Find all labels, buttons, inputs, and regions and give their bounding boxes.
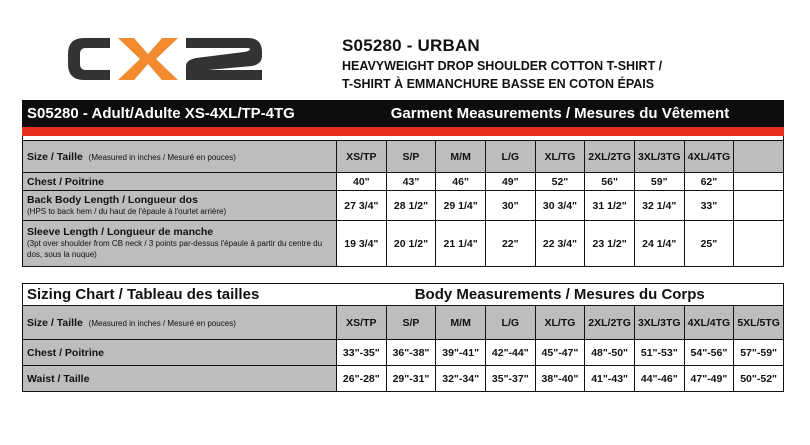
row-label: Chest / Poitrine — [23, 173, 337, 191]
value-cell: 22" — [485, 221, 535, 267]
value-cell: 45"-47" — [535, 340, 585, 366]
value-cell — [734, 191, 784, 221]
value-cell: 25" — [684, 221, 734, 267]
size-header: XS/TP — [337, 306, 387, 340]
table-row — [23, 221, 784, 267]
product-header — [342, 36, 782, 92]
size-header: XS/TP — [337, 141, 387, 173]
body-left-title: Sizing Chart / Tableau des tailles — [23, 284, 337, 306]
size-header: 2XL/2TG — [585, 306, 635, 340]
value-cell: 35"-37" — [485, 366, 535, 392]
table-row — [23, 366, 784, 392]
value-cell: 42"-44" — [485, 340, 535, 366]
value-cell: 28 1/2" — [386, 191, 436, 221]
size-header: 5XL/5TG — [734, 306, 784, 340]
value-cell: 21 1/4" — [436, 221, 486, 267]
garment-size-row — [23, 141, 784, 173]
garment-title-row — [23, 101, 784, 127]
value-cell: 48"-50" — [585, 340, 635, 366]
row-label: Chest / Poitrine — [23, 340, 337, 366]
value-cell: 59" — [634, 173, 684, 191]
value-cell: 22 3/4" — [535, 221, 585, 267]
value-cell: 26"-28" — [337, 366, 387, 392]
value-cell: 30 3/4" — [535, 191, 585, 221]
table-row — [23, 340, 784, 366]
value-cell: 50"-52" — [734, 366, 784, 392]
value-cell: 32 1/4" — [634, 191, 684, 221]
body-size-row — [23, 306, 784, 340]
value-cell: 51"-53" — [634, 340, 684, 366]
size-label-cell: Size / Taille (Measured in inches / Mesuré en pouces) — [23, 141, 337, 173]
row-label: Sleeve Length / Longueur de manche (3pt over shoulder from CB neck / 3 points par-dessus l'épaule à partir du centre du dos, sous la nuque) — [23, 221, 337, 267]
value-cell: 29"-31" — [386, 366, 436, 392]
body-title-row — [23, 284, 784, 306]
value-cell: 44"-46" — [634, 366, 684, 392]
size-header: 3XL/3TG — [634, 141, 684, 173]
size-header: L/G — [485, 306, 535, 340]
value-cell: 27 3/4" — [337, 191, 387, 221]
size-header: L/G — [485, 141, 535, 173]
value-cell: 31 1/2" — [585, 191, 635, 221]
value-cell: 56" — [585, 173, 635, 191]
product-code: S05280 - URBAN — [342, 36, 480, 55]
garment-measurements-table — [22, 100, 784, 267]
value-cell: 40" — [337, 173, 387, 191]
size-header: M/M — [436, 141, 486, 173]
value-cell: 41"-43" — [585, 366, 635, 392]
row-label: Waist / Taille — [23, 366, 337, 392]
body-measurements-table — [22, 283, 784, 392]
size-header: M/M — [436, 306, 486, 340]
size-header — [734, 141, 784, 173]
size-header: S/P — [386, 306, 436, 340]
value-cell: 20 1/2" — [386, 221, 436, 267]
value-cell: 30" — [485, 191, 535, 221]
value-cell: 57"-59" — [734, 340, 784, 366]
garment-right-title: Garment Measurements / Mesures du Vêtement — [337, 101, 784, 127]
value-cell: 49" — [485, 173, 535, 191]
body-right-title: Body Measurements / Mesures du Corps — [337, 284, 784, 306]
value-cell: 39"-41" — [436, 340, 486, 366]
size-header: XL/TG — [535, 141, 585, 173]
value-cell: 33" — [684, 191, 734, 221]
accent-bar — [23, 127, 784, 136]
value-cell: 46" — [436, 173, 486, 191]
size-header: XL/TG — [535, 306, 585, 340]
garment-left-title: S05280 - Adult/Adulte XS-4XL/TP-4TG — [23, 101, 337, 127]
value-cell: 19 3/4" — [337, 221, 387, 267]
value-cell: 38"-40" — [535, 366, 585, 392]
size-label-cell: Size / Taille (Measured in inches / Mesuré en pouces) — [23, 306, 337, 340]
value-cell — [734, 221, 784, 267]
size-header: S/P — [386, 141, 436, 173]
value-cell: 24 1/4" — [634, 221, 684, 267]
value-cell: 43" — [386, 173, 436, 191]
value-cell: 32"-34" — [436, 366, 486, 392]
value-cell: 52" — [535, 173, 585, 191]
size-header: 4XL/4TG — [684, 306, 734, 340]
value-cell — [734, 173, 784, 191]
size-header: 4XL/4TG — [684, 141, 734, 173]
value-cell: 54"-56" — [684, 340, 734, 366]
value-cell: 62" — [684, 173, 734, 191]
size-header: 3XL/3TG — [634, 306, 684, 340]
value-cell: 29 1/4" — [436, 191, 486, 221]
size-header: 2XL/2TG — [585, 141, 635, 173]
value-cell: 36"-38" — [386, 340, 436, 366]
cx2-logo — [62, 32, 272, 86]
value-cell: 23 1/2" — [585, 221, 635, 267]
product-description-en: HEAVYWEIGHT DROP SHOULDER COTTON T-SHIRT / — [342, 59, 663, 73]
table-row — [23, 191, 784, 221]
value-cell: 33"-35" — [337, 340, 387, 366]
value-cell: 47"-49" — [684, 366, 734, 392]
row-label: Back Body Length / Longueur dos (HPS to back hem / du haut de l'épaule à l'ourlet arrière) — [23, 191, 337, 221]
product-description-fr: T-SHIRT À EMMANCHURE BASSE EN COTON ÉPAIS — [342, 77, 655, 91]
table-row — [23, 173, 784, 191]
